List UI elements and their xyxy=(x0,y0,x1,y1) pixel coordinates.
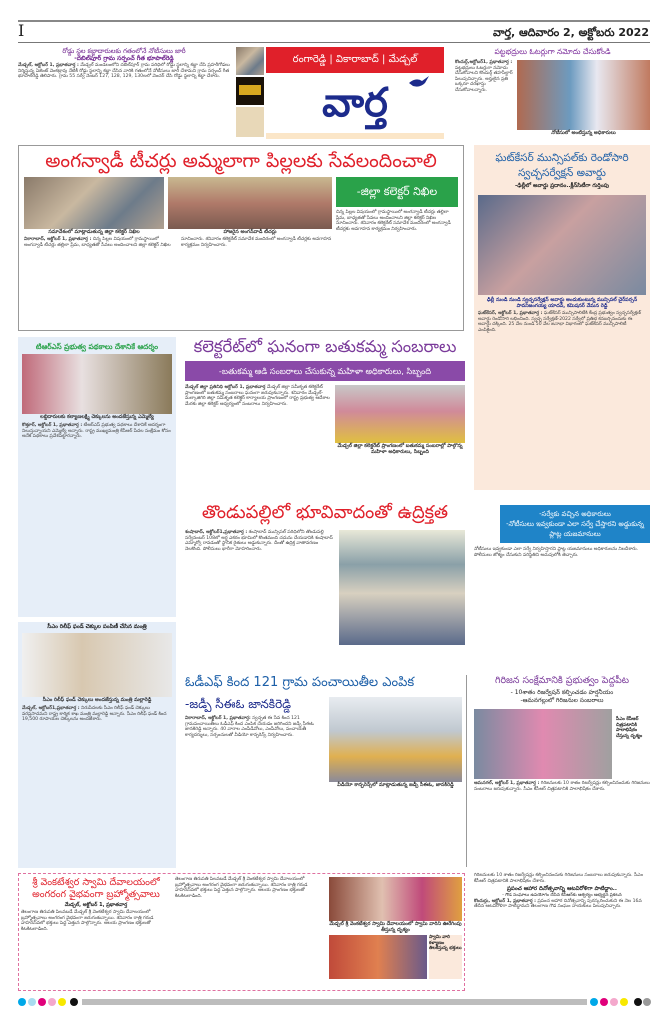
subheadline: -దబిల్‌పూర్ గ్రామ సర్పంచ్ గీత భూపాల్‌రెడ్డి xyxy=(74,55,174,62)
article-body: తెలంగాణ తిరుపతి పిలవబడే మేడ్చల్ శ్రీ వెంకటేశ్వర స్వామి దేవాలయంలో బ్రహ్మోత్సవాలు అంగరంగ వైభవంగా జరుగుతున్నాయి. శనివారం రాత్రి గరుడ వాహనసేవలో భక్తులు పెద్ద ఎత్తున పాల్గొన్నారు. ఆలయ ప్రాంగణం భక్తులతో కిటకిటలాడింది. xyxy=(175,877,308,899)
registration-bar xyxy=(82,999,587,1005)
tribal-celebration-photo xyxy=(474,709,612,779)
article-body: మేడ్చల్ మండలంలోని దబిల్‌పూర్ గ్రామ పరిధిలో రోడ్డు స్థలాన్ని కబ్జా చేసి ప్రహరీగోడలు నిర్మిస్తున్న ఏజెంట్ వెంకట్రావు నేటికీ రోడ్డు స్థలాన్ని కబ్జా చేసిన వారికి గతంలోనే నోటీసులు జారీ చేశామని గ్రామ సర్పంచ్ గీత భూపాల్‌రెడ్డి తెలిపారు. గ్రామ 55 సర్వే నెంబర్ 127, 128, 129, 130లలో వెంచర్ చేసి రోడ్డు స్థలాన్ని కబ్జా చేశారు. xyxy=(18,63,230,80)
article-body: గిరిజనులకు 10 శాతం రిజర్వేషన్లు కల్పించినందుకు గిరిజనులు సంబరాలు జరుపుకున్నారు. సీఎం కేసీఆర్ చిత్రపటానికి పాలాభిషేకం చేశారు. xyxy=(474,781,650,792)
dateline: వికారాబాద్, అక్టోబర్ 1, ప్రభాతవార్త : xyxy=(24,237,92,242)
subheadline: -జడ్పీ సీఈఓ జానకిరెడ్డి xyxy=(185,697,292,711)
gold-photo xyxy=(236,77,264,105)
article-voters xyxy=(455,47,650,136)
headline: రోడ్డు స్థల కబ్జాదారులకు గతంలోనే నోటీసులు జారీ xyxy=(62,47,186,55)
photo-caption: ఢిల్లీ నుండి నుండి స్వచ్ఛసర్వేక్షన్ అవార్డు అందుకుంటున్న మున్సిపల్ చైర్‌పర్సన్ పావనిజంగయ్య యాదవ్, కమిషనర్ వేమన రెడ్డి xyxy=(486,297,638,309)
collector-photo xyxy=(24,177,164,229)
article-odf xyxy=(185,675,467,867)
masthead xyxy=(236,47,444,139)
article-body: చిన్న పిల్లల విషయంలో గ్రామస్థాయిలో అంగన్వాడీ టీచర్లు తల్లిలా ప్రేమ, బాధ్యతతో సేవలు అందించాలని జిల్లా కలెక్టర్ నిఖిల సూచించారు. శనివారం కలెక్టరేట్ సమావేశ మందిరంలో అంగన్వాడీ టీచర్లకు అవగాహన కార్యక్రమం నిర్వహించారు. xyxy=(336,210,451,232)
headline: గిరిజన సంక్షేమానికి ప్రభుత్వం పెద్దపీట xyxy=(495,675,629,686)
photo-caption: నోటీసులో అంటిస్తున్న అధికారులు xyxy=(551,130,616,136)
registration-dot xyxy=(643,998,651,1006)
logo-band xyxy=(266,133,444,139)
survey-side-box xyxy=(500,505,650,543)
headline: టిఆర్ఎస్ ప్రభుత్వ పథకాలు దేశానికే ఆదర్శం xyxy=(35,342,159,351)
registration-dot xyxy=(600,998,608,1006)
vaartha-logo: వార్త xyxy=(322,80,388,126)
headline: తొండుపల్లిలో భూవివాదంతో ఉద్రిక్తత xyxy=(201,502,449,523)
dateline: మేడ్చల్, అక్టోబర్1,ప్రభాతవార్త : xyxy=(22,706,80,711)
photo-caption: స్వామి వారి కళ్యాణం తిలకిస్తున్న భక్తులు xyxy=(429,935,462,979)
article-trs xyxy=(18,337,176,617)
building-photo xyxy=(236,107,264,137)
dateline: వికారాబాద్, అక్టోబర్ 1, ప్రభాతవార్త: xyxy=(185,716,251,721)
dove-icon xyxy=(408,75,430,89)
dateline: కొందుర్గు, అక్టోబర్ 1, ప్రభాతవార్త : xyxy=(474,898,536,904)
page-marker: I xyxy=(18,21,25,40)
registration-dot xyxy=(18,998,26,1006)
dateline: కొందుర్గ్,అక్టోబర్1, ప్రభాతవార్త : xyxy=(455,60,513,65)
article-bathukamma xyxy=(185,337,465,497)
dateline: ఆమనగల్, అక్టోబర్ 1, ప్రభాతవార్త : xyxy=(474,781,540,786)
headline: ఘట్‌కేసర్ మున్సిపల్‌కు రెండోసారి స్వచ్ఛసర్వేక్షన్ అవార్డు xyxy=(495,152,629,179)
dateline: మేడ్చల్ జిల్లా ప్రతినిధి అక్టోబర్ 1, ప్రభాతవార్త xyxy=(185,385,266,390)
procession-photo xyxy=(329,877,462,921)
bathukamma-photo xyxy=(335,385,465,443)
date-line: వార్త, ఆదివారం 2, అక్టోబరు 2022 xyxy=(492,26,649,39)
photo-caption: లబ్దిదారులకు కల్యాణలక్ష్మి చెక్కులను అందజేస్తున్న ఎమ్మెల్యే xyxy=(40,414,154,420)
meeting-hall-photo xyxy=(168,177,332,229)
collector-badge: -జిల్లా కలెక్టర్ నిఖిల xyxy=(336,177,458,207)
registration-dot xyxy=(38,998,46,1006)
article-ghatkesar xyxy=(474,145,650,490)
headline: సీఎం రిలీఫ్ ఫండ్ చెక్కుల పంపిణీ చేసిన మంత్రి xyxy=(47,624,147,630)
subheadline: -ఢిల్లీలో అవార్డు ప్రదానం..క్లీన్‌సిటీగా గుర్తింపు xyxy=(515,183,609,189)
photo-caption: మేడ్చల్ శ్రీ వెంకటేశ్వర స్వామి దేవాలయంలో స్వామి వారిని ఊరేగింపు తీస్తున్న దృశ్యం xyxy=(329,921,462,933)
registration-dot xyxy=(634,998,642,1006)
article-temple xyxy=(18,873,465,991)
headline: ఓడీఎఫ్ కింద 121 గ్రామ పంచాయితీల ఎంపిక xyxy=(185,675,415,690)
photo-caption: వీడియో కాన్ఫరెన్స్‌లో మాట్లాడుతున్న జడ్పీ సీఈఓ, జానకిరెడ్డి xyxy=(337,782,454,788)
article-body: గిరిజనులకు 10 శాతం రిజర్వేషన్లు కల్పించినందుకు గిరిజనులు సంబరాలు జరుపుకున్నారు. సీఎం కేసీఆర్ చిత్రపటానికి పాలాభిషేకం చేశారు. xyxy=(474,873,643,884)
relief-fund-photo xyxy=(22,633,172,697)
article-body: చిన్న పిల్లల విషయంలో గ్రామస్థాయిలో అంగన్వాడీ టీచర్లు తల్లిలా ప్రేమ, బాధ్యతతో సేవలు అందించాలని జిల్లా కలెక్టర్ నిఖిల సూచించారు. శనివారం కలెక్టరేట్ సమావేశ మందిరంలో అంగన్వాడీ టీచర్లకు అవగాహన కార్యక్రమం నిర్వహించారు. xyxy=(24,237,332,248)
headline: కలెక్టరేట్‌లో ఘనంగా బతుకమ్మ సంబరాలు xyxy=(193,337,457,356)
headline-line2: అంగరంగ వైభవంగా బ్రహ్మోత్సవాలు xyxy=(32,889,160,900)
photo-caption: సమావేశంలో మాట్లాడుతున్న జిల్లా కలెక్టర్ నిఖిల xyxy=(48,229,140,235)
dateline: మేడ్చల్, అక్టోబర్ 1, ప్రభాతవార్త : xyxy=(18,63,79,68)
article-body: తెలంగాణ తిరుపతి పిలవబడే మేడ్చల్ శ్రీ వెంకటేశ్వర స్వామి దేవాలయంలో బ్రహ్మోత్సవాలు అంగరంగ వైభవంగా జరుగుతున్నాయి. శనివారం రాత్రి గరుడ వాహనసేవలో భక్తులు పెద్ద ఎత్తున పాల్గొన్నారు. ఆలయ ప్రాంగణం భక్తులతో కిటకిటలాడింది. xyxy=(21,910,154,932)
side-line: -నోటీసులు ఇవ్వకుండా ఎలా సర్వే చేస్తారని అడ్డుకున్న ప్లాట్ల యజమానులు xyxy=(506,520,644,538)
video-conference-photo xyxy=(329,697,462,782)
photo-caption: హాజరైన అంగన్‌వాడీ టీచర్లు xyxy=(223,229,277,235)
article-body: స్వచ్ఛత ఈ సేవ కింద 121 గ్రామపంచాయితీలు ఓడీఎఫ్ కింద ఎంపిక చేయడం జరిగిందని జడ్పీ సీఈఓ జానకిరెడ్డి అన్నారు. 40 వారాల ఎంపీడీవోలు, ఎంపీవోలు, పంచాయతీ కార్యదర్శులు, సర్పంచులతో వీడియో కాన్ఫరెన్స్ నిర్వహించారు. xyxy=(185,716,314,738)
top-rule xyxy=(18,20,650,22)
dateline: ఘట్‌కేసర్, అక్టోబర్ 1, ప్రభాతవార్త : xyxy=(478,311,543,316)
article-body: పట్టభద్రులు ఓటర్లుగా నమోదు చేసుకోవాలని కొందుర్గ్ తహసీల్దార్ పిలుపునిచ్చారు. అర్హులైన ప్రతి ఒక్కరూ దరఖాస్తు చేసుకోవాలన్నారు. xyxy=(455,65,513,93)
subheadline: - 10శాతం రిజర్వేషన్ కల్పించడం హర్షనీయం xyxy=(510,689,614,696)
district-banner: రంగారెడ్డి | వికారాబాద్ | మేడ్చల్ xyxy=(266,47,444,73)
subheadline: ప్రపంచ ఆహార దినోత్సవాన్ని ఆటవిరోళిగా పాటిద్దాం.. xyxy=(507,886,617,893)
registration-dot xyxy=(28,998,36,1006)
article-body: శంషాబాద్ మున్సిపల్ పరిధిలోని తొండుపల్లి సర్వేనంబర్ 108లో అర్ధ ఎకరం భూమిలో కొంతమంది చదును చేయడానికి శంషాబాద్ ఎమ్మార్వో రావడంతో స్థానిక రైతులు అడ్డుకున్నారు. దీంతో ఉద్రిక్త వాతావరణం నెలకొంది. పోలీసులు భారీగా మోహరించారు. xyxy=(185,530,333,552)
article-body: నోటీసులు ఇవ్వకుండా ఎలా సర్వే నిర్వహిస్తారని ప్లాట్ల యజమానులు అధికారులను నిలదీశారు. పోలీసులు జోక్యం చేసుకుని పరిస్థితిని అదుపులోకి తెచ్చారు. xyxy=(474,547,639,558)
side-line: -సర్వేకు వచ్చిన అధికారులు xyxy=(539,510,611,518)
kalyanam-photo xyxy=(329,935,427,979)
registration-dot xyxy=(48,998,56,1006)
voters-photo xyxy=(517,60,650,130)
temple-photo xyxy=(236,47,264,75)
headline: అంగన్వాడీ టీచర్లు అమ్మలాగా పిల్లలకు సేవలందించాలి xyxy=(45,150,437,172)
header-rule xyxy=(18,42,650,43)
photo-caption: సీఎం కేసీఆర్ చిత్రపటానికి పాలాభిషేకం చేస్తున్న దృశ్యం xyxy=(616,717,643,739)
registration-dot xyxy=(610,998,618,1006)
article-body: మేడ్చల్ జిల్లా సమీకృత కలెక్టరేట్ ప్రాంగణంలో బతుకమ్మ సంబరాలు ఘనంగా జరుపుకున్నారు. శనివారం మేడ్చల్-మల్కాజిగిరి జిల్లా సమీకృత కలెక్టర్ కార్యాలయ ప్రాంగణంలో రాష్ట్ర ప్రభుత్వ ఆదేశాల మేరకు జిల్లా కలెక్టర్ ఆధ్వర్యంలో సంబరాలు నిర్వహించారు. xyxy=(185,385,330,407)
dateline: శంషాబాద్, అక్టోబర్1,ప్రభాతవార్త : xyxy=(185,530,248,535)
headline-line1: శ్రీ వెంకటేశ్వర స్వామి దేవాలయంలో xyxy=(32,877,160,888)
article-cmrf xyxy=(18,622,176,868)
article-anganwadi xyxy=(18,145,464,331)
subheadline: - గౌడ సంఘాలు ఉపయోగం చేసిన కేసీఆర్‌కు ఆశ్వర్యం అభ్యర్థన ప్రకటన xyxy=(502,893,622,899)
land-dispute-photo xyxy=(339,530,465,645)
award-photo xyxy=(478,195,646,295)
subheadline-bar: -బతుకమ్మ ఆడి సంబరాలు చేసుకున్న మహిళా అధికారులు, సిబ్బంది xyxy=(185,361,465,381)
article-body: నిరుపేదలకు సీఎం రిలీఫ్ ఫండ్ చెక్కులు వరప్రసాదమని రాష్ట్ర కార్మిక శాఖ మంత్రి మల్లారెడ్డి అన్నారు. సీఎం రిలీఫ్ ఫండ్ కింద 19,500 రూపాయల చెక్కులను అందజేశారు. xyxy=(22,706,167,723)
photo-caption: మేడ్చల్ జిల్లా కలెక్టరేట్ ప్రాంగణంలో బతుకమ్మ సంబరాల్లో పాల్గొన్న మహిళా అధికారులు, సిబ్బంది xyxy=(337,443,463,455)
article-tondupally xyxy=(185,502,465,670)
registration-dot xyxy=(620,998,628,1006)
registration-dot xyxy=(590,998,598,1006)
article-body: ప్రపంచ ఆహార దినోత్సవాన్ని పురస్కరించుకుని ఈ నెల 16వ తేదీన ఆటవిరోళిగా పాటిద్దామని తెలంగాణ గౌడ సంఘం నాయకులు పిలుపునిచ్చారు. xyxy=(474,898,642,910)
cheque-photo xyxy=(22,354,172,414)
article-body: టీఆర్ఎస్ ప్రభుత్వ పథకాలు దేశానికే ఆదర్శంగా నిలుస్తున్నాయని ఎమ్మెల్యే అన్నారు. రాష్ట్ర ముఖ్యమంత్రి కేసీఆర్ పేదల సంక్షేమం కోసం అనేక పథకాలు ప్రవేశపెట్టారన్నారు. xyxy=(22,423,171,440)
dateline: మేడ్చల్, అక్టోబర్ 1, ప్రభాతవార్త xyxy=(64,902,128,908)
registration-dot xyxy=(70,998,78,1006)
article-food-day xyxy=(474,873,650,991)
article-body: ఘట్‌కేసర్ మున్సిపాలిటీకి కేంద్ర ప్రభుత్వం స్వచ్ఛసర్వేక్షణ్ అవార్డు రెండోసారి లభించింది. స్వచ్ఛ సర్వేక్షణ్-2022 సర్వేలో ప్రతిభ కనబర్చినందుకు ఈ అవార్డు దక్కింది. 25 వేల నుండి 50 వేల జనాభా విభాగంలో ఘట్‌కేసర్ మున్సిపాలిటీ ఎంపికైంది. xyxy=(478,311,641,333)
photo-caption: సీఎం రిలీఫ్ ఫండ్ చెక్కులు అందజేస్తున్న మంత్రి మల్లారెడ్డి xyxy=(42,697,152,703)
subheadline: -ఆమనగల్లులో గిరిజనుల సంబరాలు xyxy=(520,697,604,704)
dateline: కొత్తూర్, అక్టోబర్ 1, ప్రభాతవార్త : xyxy=(22,423,83,428)
article-tribal xyxy=(474,675,650,870)
article-roads xyxy=(18,47,230,80)
registration-dot xyxy=(58,998,66,1006)
headline: పట్టభద్రులు ఓటర్లుగా నమోదు చేసుకోండి xyxy=(494,47,611,56)
